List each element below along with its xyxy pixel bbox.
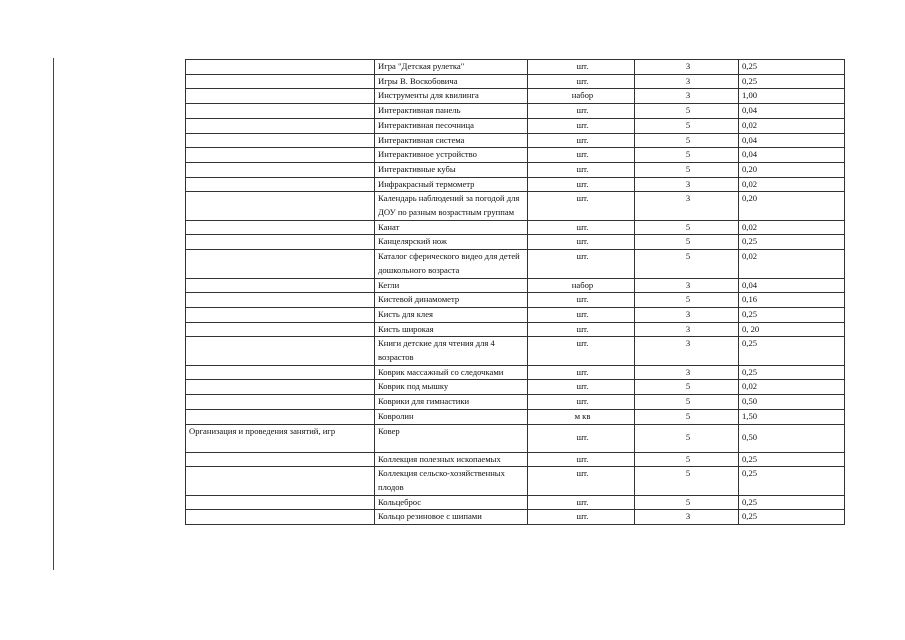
coefficient-cell: 0,02 bbox=[739, 380, 845, 395]
equipment-table bbox=[185, 59, 845, 525]
unit-cell: набор bbox=[528, 278, 635, 293]
section-cell bbox=[186, 395, 375, 410]
section-cell bbox=[186, 89, 375, 104]
service-years-cell: 5 bbox=[635, 467, 739, 495]
section-cell bbox=[186, 278, 375, 293]
unit-cell: шт. bbox=[528, 380, 635, 395]
section-cell bbox=[186, 177, 375, 192]
unit-cell: шт. bbox=[528, 452, 635, 467]
coefficient-cell: 0,04 bbox=[739, 104, 845, 119]
unit-cell: шт. bbox=[528, 250, 635, 278]
section-cell bbox=[186, 452, 375, 467]
section-cell bbox=[186, 118, 375, 133]
service-years-cell: 3 bbox=[635, 307, 739, 322]
service-years-cell: 3 bbox=[635, 60, 739, 75]
section-cell bbox=[186, 510, 375, 525]
table-row bbox=[186, 365, 845, 380]
service-years-cell: 3 bbox=[635, 177, 739, 192]
table-row bbox=[186, 495, 845, 510]
service-years-cell: 3 bbox=[635, 192, 739, 220]
service-years-cell: 5 bbox=[635, 452, 739, 467]
item-name-cell: Игры В. Воскобовича bbox=[375, 74, 528, 89]
coefficient-cell: 0,25 bbox=[739, 452, 845, 467]
item-name-cell: Коллекция полезных ископаемых bbox=[375, 452, 528, 467]
table-row bbox=[186, 307, 845, 322]
service-years-cell: 5 bbox=[635, 148, 739, 163]
coefficient-cell: 0,25 bbox=[739, 235, 845, 250]
unit-cell: шт. bbox=[528, 162, 635, 177]
table-row bbox=[186, 380, 845, 395]
table-row bbox=[186, 133, 845, 148]
section-cell bbox=[186, 365, 375, 380]
coefficient-cell: 0, 20 bbox=[739, 322, 845, 337]
item-name-cell: Коллекция сельско-хозяйственных плодов bbox=[375, 467, 528, 495]
unit-cell: шт. bbox=[528, 510, 635, 525]
table-row bbox=[186, 104, 845, 119]
table-row bbox=[186, 60, 845, 75]
table-row bbox=[186, 177, 845, 192]
unit-cell: шт. bbox=[528, 365, 635, 380]
item-name-cell: Кегли bbox=[375, 278, 528, 293]
table-row bbox=[186, 467, 845, 495]
section-cell bbox=[186, 293, 375, 308]
service-years-cell: 5 bbox=[635, 162, 739, 177]
coefficient-cell: 0,50 bbox=[739, 424, 845, 452]
coefficient-cell: 0,25 bbox=[739, 510, 845, 525]
coefficient-cell: 0,16 bbox=[739, 293, 845, 308]
section-cell bbox=[186, 409, 375, 424]
unit-cell: м кв bbox=[528, 409, 635, 424]
service-years-cell: 3 bbox=[635, 74, 739, 89]
section-cell bbox=[186, 235, 375, 250]
service-years-cell: 5 bbox=[635, 118, 739, 133]
unit-cell: шт. bbox=[528, 74, 635, 89]
table-row bbox=[186, 395, 845, 410]
coefficient-cell: 1,50 bbox=[739, 409, 845, 424]
section-cell bbox=[186, 104, 375, 119]
coefficient-cell: 0,04 bbox=[739, 133, 845, 148]
coefficient-cell: 0,25 bbox=[739, 467, 845, 495]
section-cell bbox=[186, 495, 375, 510]
table-row bbox=[186, 510, 845, 525]
service-years-cell: 5 bbox=[635, 424, 739, 452]
service-years-cell: 3 bbox=[635, 278, 739, 293]
coefficient-cell: 0,02 bbox=[739, 118, 845, 133]
item-name-cell: Канат bbox=[375, 220, 528, 235]
section-cell bbox=[186, 337, 375, 365]
section-cell bbox=[186, 220, 375, 235]
table-row bbox=[186, 322, 845, 337]
unit-cell: шт. bbox=[528, 104, 635, 119]
service-years-cell: 5 bbox=[635, 133, 739, 148]
table-row bbox=[186, 278, 845, 293]
item-name-cell: Книги детские для чтения для 4 возрастов bbox=[375, 337, 528, 365]
section-cell bbox=[186, 148, 375, 163]
service-years-cell: 3 bbox=[635, 322, 739, 337]
equipment-table-body bbox=[186, 60, 845, 525]
item-name-cell: Интерактивная панель bbox=[375, 104, 528, 119]
item-name-cell: Коврик под мышку bbox=[375, 380, 528, 395]
coefficient-cell: 0,02 bbox=[739, 177, 845, 192]
section-cell bbox=[186, 60, 375, 75]
coefficient-cell: 0,25 bbox=[739, 74, 845, 89]
table-row bbox=[186, 250, 845, 278]
section-cell bbox=[186, 133, 375, 148]
section-cell bbox=[186, 250, 375, 278]
service-years-cell: 5 bbox=[635, 409, 739, 424]
table-row bbox=[186, 424, 845, 452]
table-row bbox=[186, 337, 845, 365]
table-row bbox=[186, 148, 845, 163]
unit-cell: шт. bbox=[528, 220, 635, 235]
table-row bbox=[186, 235, 845, 250]
item-name-cell: Инструменты для квилинга bbox=[375, 89, 528, 104]
page-margin-line bbox=[53, 58, 54, 570]
section-cell bbox=[186, 467, 375, 495]
table-row bbox=[186, 192, 845, 220]
service-years-cell: 3 bbox=[635, 337, 739, 365]
coefficient-cell: 0,25 bbox=[739, 365, 845, 380]
table-row bbox=[186, 220, 845, 235]
unit-cell: шт. bbox=[528, 177, 635, 192]
unit-cell: шт. bbox=[528, 307, 635, 322]
section-cell bbox=[186, 307, 375, 322]
item-name-cell: Интерактивные кубы bbox=[375, 162, 528, 177]
coefficient-cell: 0,25 bbox=[739, 60, 845, 75]
table-row bbox=[186, 293, 845, 308]
unit-cell: набор bbox=[528, 89, 635, 104]
item-name-cell: Кольцеброс bbox=[375, 495, 528, 510]
coefficient-cell: 0,04 bbox=[739, 148, 845, 163]
service-years-cell: 5 bbox=[635, 395, 739, 410]
service-years-cell: 5 bbox=[635, 104, 739, 119]
section-cell bbox=[186, 322, 375, 337]
table-row bbox=[186, 74, 845, 89]
unit-cell: шт. bbox=[528, 235, 635, 250]
unit-cell: шт. bbox=[528, 60, 635, 75]
item-name-cell: Ковролин bbox=[375, 409, 528, 424]
table-row bbox=[186, 89, 845, 104]
coefficient-cell: 0,50 bbox=[739, 395, 845, 410]
item-name-cell: Интерактивное устройство bbox=[375, 148, 528, 163]
item-name-cell: Инфракрасный термометр bbox=[375, 177, 528, 192]
service-years-cell: 3 bbox=[635, 365, 739, 380]
section-cell bbox=[186, 162, 375, 177]
item-name-cell: Кольцо резиновое с шипами bbox=[375, 510, 528, 525]
coefficient-cell: 0,04 bbox=[739, 278, 845, 293]
item-name-cell: Интерактивная песочница bbox=[375, 118, 528, 133]
section-cell bbox=[186, 380, 375, 395]
table-row bbox=[186, 162, 845, 177]
item-name-cell: Коврики для гимнастики bbox=[375, 395, 528, 410]
table-row bbox=[186, 409, 845, 424]
unit-cell: шт. bbox=[528, 495, 635, 510]
service-years-cell: 5 bbox=[635, 495, 739, 510]
service-years-cell: 5 bbox=[635, 380, 739, 395]
unit-cell: шт. bbox=[528, 293, 635, 308]
service-years-cell: 5 bbox=[635, 220, 739, 235]
item-name-cell: Кистевой динамометр bbox=[375, 293, 528, 308]
coefficient-cell: 0,02 bbox=[739, 220, 845, 235]
item-name-cell: Календарь наблюдений за погодой для ДОУ по разным возрастным группам bbox=[375, 192, 528, 220]
section-cell: Организация и проведения занятий, игр bbox=[186, 424, 375, 452]
section-cell bbox=[186, 192, 375, 220]
item-name-cell: Кисть для клея bbox=[375, 307, 528, 322]
unit-cell: шт. bbox=[528, 322, 635, 337]
section-cell bbox=[186, 74, 375, 89]
service-years-cell: 5 bbox=[635, 293, 739, 308]
table-row bbox=[186, 118, 845, 133]
unit-cell: шт. bbox=[528, 118, 635, 133]
item-name-cell: Каталог сферического видео для детей дошкольного возраста bbox=[375, 250, 528, 278]
unit-cell: шт. bbox=[528, 337, 635, 365]
item-name-cell: Кисть широкая bbox=[375, 322, 528, 337]
service-years-cell: 5 bbox=[635, 235, 739, 250]
service-years-cell: 5 bbox=[635, 250, 739, 278]
coefficient-cell: 0,20 bbox=[739, 192, 845, 220]
unit-cell: шт. bbox=[528, 148, 635, 163]
item-name-cell: Коврик массажный со следочками bbox=[375, 365, 528, 380]
coefficient-cell: 0,25 bbox=[739, 307, 845, 322]
unit-cell: шт. bbox=[528, 424, 635, 452]
item-name-cell: Ковер bbox=[375, 424, 528, 452]
unit-cell: шт. bbox=[528, 467, 635, 495]
unit-cell: шт. bbox=[528, 133, 635, 148]
coefficient-cell: 0,25 bbox=[739, 495, 845, 510]
unit-cell: шт. bbox=[528, 395, 635, 410]
service-years-cell: 3 bbox=[635, 89, 739, 104]
coefficient-cell: 0,20 bbox=[739, 162, 845, 177]
item-name-cell: Интерактивная система bbox=[375, 133, 528, 148]
coefficient-cell: 1,00 bbox=[739, 89, 845, 104]
service-years-cell: 3 bbox=[635, 510, 739, 525]
item-name-cell: Канцелярский нож bbox=[375, 235, 528, 250]
unit-cell: шт. bbox=[528, 192, 635, 220]
coefficient-cell: 0,25 bbox=[739, 337, 845, 365]
table-row bbox=[186, 452, 845, 467]
coefficient-cell: 0,02 bbox=[739, 250, 845, 278]
item-name-cell: Игра "Детская рулетка" bbox=[375, 60, 528, 75]
